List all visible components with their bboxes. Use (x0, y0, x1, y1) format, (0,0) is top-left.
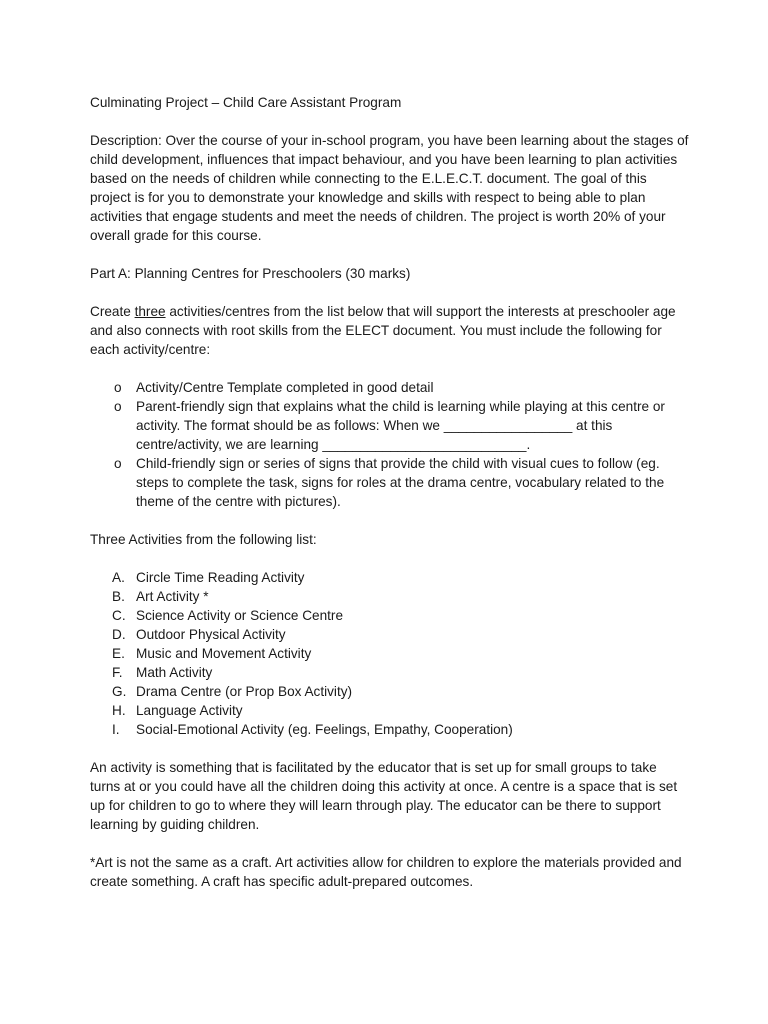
list-item (90, 587, 690, 606)
requirement-text: Parent-friendly sign that explains what the child is learning while playing at this centre or activity. The format should be as follows: When we _________________ at this centre/activity, we are learning ___________________________. (136, 399, 665, 452)
list-letter: B. (112, 589, 125, 604)
description-paragraph: Description: Over the course of your in-school program, you have been learning about the stages of child development, influences that impact behaviour, and you have been learning to plan activities based on the needs of children while connecting to the E.L.E.C.T. document. The goal of this project is for you to demonstrate your knowledge and skills with respect to being able to plan activities that engage students and meet the needs of children. The project is worth 20% of your overall grade for this course. (90, 133, 689, 243)
art-note-paragraph: *Art is not the same as a craft. Art activities allow for children to explore the materials provided and create something. A craft has specific adult-prepared outcomes. (90, 855, 682, 889)
list-item (90, 397, 690, 454)
list-item (90, 378, 690, 397)
activity-text: Art Activity * (136, 589, 209, 604)
activities-list (90, 568, 690, 739)
activity-definition-paragraph: An activity is something that is facilitated by the educator that is set up for small groups to take turns at or you could have all the children doing this activity at once. A centre is a space that is set up for children to go to where they will learn through play. The educator can be there to support learning by guiding children. (90, 760, 678, 832)
create-text-underlined: three (134, 304, 166, 319)
part-a-heading: Part A: Planning Centres for Preschoolers (30 marks) (90, 266, 411, 281)
document-title: Culminating Project – Child Care Assistant Program (90, 95, 402, 110)
activity-text: Drama Centre (or Prop Box Activity) (136, 684, 353, 699)
list-item (90, 644, 690, 663)
activity-text: Science Activity or Science Centre (136, 608, 344, 623)
list-letter: E. (112, 646, 125, 661)
list-item (90, 568, 690, 587)
bullet-marker: o (114, 399, 122, 414)
list-letter: H. (112, 703, 126, 718)
list-letter: G. (112, 684, 127, 699)
activity-text: Music and Movement Activity (136, 646, 312, 661)
document-page (90, 93, 690, 910)
requirements-list (90, 378, 690, 511)
list-letter: I. (112, 722, 120, 737)
list-item (90, 701, 690, 720)
list-item (90, 720, 690, 739)
requirement-text: Activity/Centre Template completed in good detail (136, 380, 434, 395)
list-letter: A. (112, 570, 125, 585)
activity-text: Language Activity (136, 703, 243, 718)
list-item (90, 454, 690, 511)
activities-list-intro: Three Activities from the following list: (90, 532, 317, 547)
list-item (90, 606, 690, 625)
bullet-marker: o (114, 380, 122, 395)
list-letter: F. (112, 665, 123, 680)
create-text-before: Create (90, 304, 135, 319)
activity-text: Circle Time Reading Activity (136, 570, 305, 585)
create-text-after: activities/centres from the list below that will support the interests at preschooler age and also connects with root skills from the ELECT document. You must include the following for each activity/centre: (90, 304, 676, 357)
create-instructions (90, 302, 690, 359)
list-letter: C. (112, 608, 126, 623)
bullet-marker: o (114, 456, 122, 471)
activity-text: Social-Emotional Activity (eg. Feelings, Empathy, Cooperation) (136, 722, 513, 737)
activity-text: Math Activity (136, 665, 213, 680)
list-item (90, 663, 690, 682)
requirement-text: Child-friendly sign or series of signs that provide the child with visual cues to follow (eg. steps to complete the task, signs for roles at the drama centre, vocabulary related to the theme of the centre with pictures). (136, 456, 665, 509)
list-item (90, 625, 690, 644)
list-item (90, 682, 690, 701)
list-letter: D. (112, 627, 126, 642)
activity-text: Outdoor Physical Activity (136, 627, 286, 642)
